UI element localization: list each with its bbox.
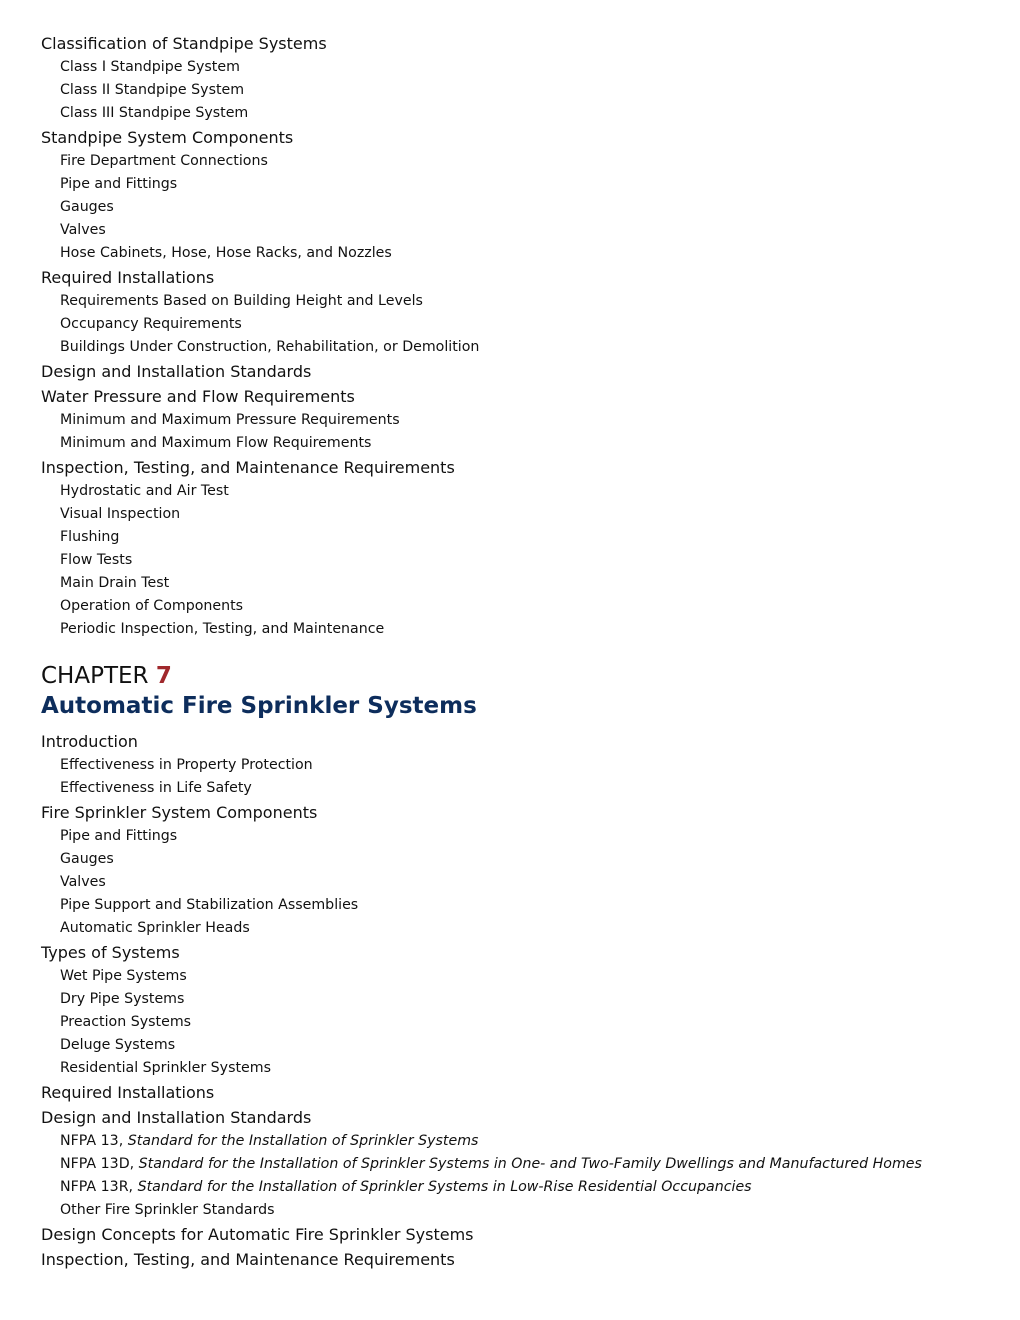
- toc-subsection-item: [41, 336, 1001, 359]
- toc-section: [41, 31, 1001, 125]
- toc-subsection-item: [41, 825, 1001, 848]
- toc-section-title: Introduction: [41, 732, 138, 751]
- toc-subsection-text: Pipe and Fittings: [60, 828, 178, 844]
- chapter-heading: [41, 661, 1001, 721]
- toc-section: [41, 800, 1001, 940]
- toc-subsection-text: Valves: [60, 874, 106, 890]
- toc-subsection-text: Class I Standpipe System: [60, 59, 240, 75]
- toc-section-title: Required Installations: [41, 268, 215, 287]
- toc-sections-before: [41, 31, 1001, 641]
- toc-subsection-text: Occupancy Requirements: [60, 316, 242, 332]
- toc-subsection-item: [41, 1130, 1001, 1153]
- toc-subsection-item: [41, 242, 1001, 265]
- toc-subsection-item: [41, 432, 1001, 455]
- chapter-label-line: [41, 661, 1001, 691]
- toc-subsection-text: Hydrostatic and Air Test: [60, 483, 229, 499]
- toc-section-title: Design and Installation Standards: [41, 1108, 312, 1127]
- toc-section-title: Standpipe System Components: [41, 128, 294, 147]
- toc-subsection-text: Minimum and Maximum Pressure Requirements: [60, 412, 400, 428]
- toc-subsection-text: NFPA 13,: [60, 1133, 128, 1149]
- toc-subsection-item: [41, 1011, 1001, 1034]
- toc-subsection-item: [41, 1034, 1001, 1057]
- toc-subsection-text: Requirements Based on Building Height and Levels: [60, 293, 423, 309]
- toc-subsection-text: Flushing: [60, 529, 120, 545]
- toc-subsection-item: [41, 503, 1001, 526]
- toc-section: [41, 1247, 1001, 1272]
- toc-subsection-item: [41, 79, 1001, 102]
- toc-subsection-text: Valves: [60, 222, 106, 238]
- toc-subsection-text: Residential Sprinkler Systems: [60, 1060, 271, 1076]
- chapter-number: 7: [155, 663, 172, 689]
- toc-subsection-item: [41, 1153, 1001, 1176]
- toc-subsection-text: Pipe and Fittings: [60, 176, 178, 192]
- toc-subsection-text: NFPA 13R,: [60, 1179, 138, 1195]
- toc-section-title: Inspection, Testing, and Maintenance Requirements: [41, 458, 455, 477]
- toc-section-title: Design Concepts for Automatic Fire Sprinkler Systems: [41, 1225, 474, 1244]
- toc-subsection-item: [41, 1176, 1001, 1199]
- toc-subsection-item: [41, 102, 1001, 125]
- toc-subsection-text: Fire Department Connections: [60, 153, 268, 169]
- toc-subsection-item: [41, 754, 1001, 777]
- toc-subsection-item: [41, 894, 1001, 917]
- toc-standard-title: Standard for the Installation of Sprinkler Systems: [127, 1133, 479, 1149]
- toc-subsection-item: [41, 549, 1001, 572]
- toc-subsection-item: [41, 150, 1001, 173]
- toc-subsection-item: [41, 572, 1001, 595]
- toc-subsection-text: Dry Pipe Systems: [60, 991, 185, 1007]
- toc-subsection-text: Other Fire Sprinkler Standards: [60, 1202, 275, 1218]
- toc-section: [41, 729, 1001, 800]
- toc-section-title: Types of Systems: [41, 943, 180, 962]
- toc-subsection-text: Class II Standpipe System: [60, 82, 245, 98]
- toc-subsection-text: Hose Cabinets, Hose, Hose Racks, and Nozzles: [60, 245, 392, 261]
- toc-subsection-item: [41, 965, 1001, 988]
- toc-subsection-text: Wet Pipe Systems: [60, 968, 187, 984]
- toc-subsection-text: Automatic Sprinkler Heads: [60, 920, 250, 936]
- toc-subsection-text: Preaction Systems: [60, 1014, 192, 1030]
- toc-subsection-item: [41, 196, 1001, 219]
- toc-subsection-item: [41, 173, 1001, 196]
- toc-subsection-text: Operation of Components: [60, 598, 244, 614]
- toc-subsection-text: Class III Standpipe System: [60, 105, 249, 121]
- toc-subsection-text: Periodic Inspection, Testing, and Maintenance: [60, 621, 385, 637]
- toc-section-title: Design and Installation Standards: [41, 362, 312, 381]
- toc-section: [41, 1080, 1001, 1105]
- toc-subsection-text: Pipe Support and Stabilization Assemblies: [60, 897, 359, 913]
- toc-subsection-item: [41, 917, 1001, 940]
- toc-subsection-item: [41, 480, 1001, 503]
- toc-section: [41, 1105, 1001, 1222]
- toc-standard-title: Standard for the Installation of Sprinkler Systems in One- and Two-Family Dwellings and Manufactured Homes: [138, 1156, 922, 1172]
- toc-section: [41, 384, 1001, 455]
- toc-section-title: Water Pressure and Flow Requirements: [41, 387, 355, 406]
- toc-subsection-item: [41, 871, 1001, 894]
- toc-sections-after: [41, 729, 1001, 1272]
- toc-subsection-item: [41, 56, 1001, 79]
- toc-subsection-text: Main Drain Test: [60, 575, 170, 591]
- toc-section: [41, 455, 1001, 641]
- toc-standard-title: Standard for the Installation of Sprinkler Systems in Low-Rise Residential Occupancies: [137, 1179, 752, 1195]
- toc-subsection-text: Flow Tests: [60, 552, 133, 568]
- chapter-title: Automatic Fire Sprinkler Systems: [41, 693, 477, 719]
- toc-section-title: Inspection, Testing, and Maintenance Requirements: [41, 1250, 455, 1269]
- table-of-contents: [41, 31, 1001, 1272]
- toc-subsection-item: [41, 618, 1001, 641]
- toc-subsection-item: [41, 1057, 1001, 1080]
- toc-section-title: Fire Sprinkler System Components: [41, 803, 318, 822]
- toc-subsection-item: [41, 290, 1001, 313]
- toc-subsection-item: [41, 595, 1001, 618]
- toc-subsection-item: [41, 526, 1001, 549]
- toc-subsection-item: [41, 409, 1001, 432]
- toc-subsection-text: Buildings Under Construction, Rehabilitation, or Demolition: [60, 339, 480, 355]
- toc-subsection-text: Gauges: [60, 199, 114, 215]
- toc-subsection-item: [41, 988, 1001, 1011]
- toc-section-title: Required Installations: [41, 1083, 215, 1102]
- toc-section: [41, 940, 1001, 1080]
- toc-section: [41, 1222, 1001, 1247]
- toc-section: [41, 125, 1001, 265]
- toc-subsection-item: [41, 1199, 1001, 1222]
- toc-section-title: Classification of Standpipe Systems: [41, 34, 327, 53]
- toc-subsection-text: Effectiveness in Life Safety: [60, 780, 252, 796]
- toc-subsection-item: [41, 219, 1001, 242]
- toc-subsection-text: Deluge Systems: [60, 1037, 176, 1053]
- toc-subsection-text: Effectiveness in Property Protection: [60, 757, 313, 773]
- toc-subsection-text: Visual Inspection: [60, 506, 181, 522]
- toc-subsection-item: [41, 848, 1001, 871]
- toc-subsection-text: NFPA 13D,: [60, 1156, 139, 1172]
- toc-subsection-text: Gauges: [60, 851, 114, 867]
- chapter-label: CHAPTER: [41, 663, 149, 689]
- toc-section: [41, 359, 1001, 384]
- toc-section: [41, 265, 1001, 359]
- toc-subsection-text: Minimum and Maximum Flow Requirements: [60, 435, 372, 451]
- toc-subsection-item: [41, 313, 1001, 336]
- toc-subsection-item: [41, 777, 1001, 800]
